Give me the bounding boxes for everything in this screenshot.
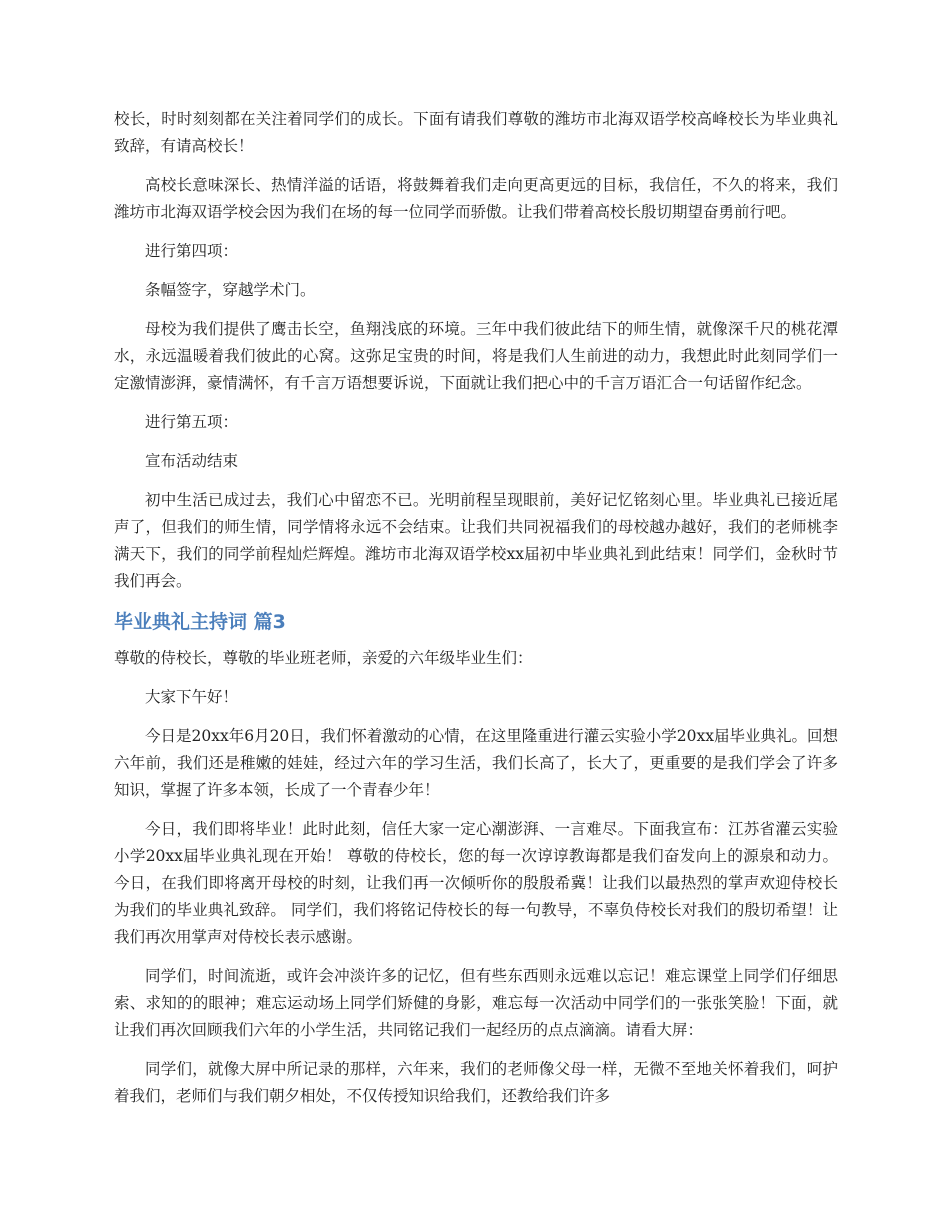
paragraph-banner-signing: 条幅签字，穿越学术门。 bbox=[145, 281, 316, 299]
paragraph-alma-mater: 母校为我们提供了鹰击长空，鱼翔浅底的环境。三年中我们彼此结下的师生情，就像深千尺的桃花潭水，永远温暖着我们彼此的心窝。这弥足宝贵的时间，将是我们人生前进的动力，我想此时此刻同学们一定激情澎湃，豪情满怀，有千言万语想要诉说，下面就让我们把心中的千言万语汇合一句话留作纪念。 bbox=[114, 320, 838, 392]
paragraph-salutation: 尊敬的侍校长，尊敬的毕业班老师，亲爱的六年级毕业生们： bbox=[114, 649, 533, 667]
paragraph-item-five: 进行第五项： bbox=[145, 413, 239, 431]
paragraph-date-opening: 今日是20xx年6月20日，我们怀着激动的心情，在这里隆重进行灌云实验小学20xx届毕业典礼。回想六年前，我们还是稚嫩的娃娃，经过六年的学习生活，我们长高了，长大了，更重要的是我们学会了许多知识，掌握了许多本领，长成了一个青春少年！ bbox=[114, 727, 838, 799]
paragraph-memories: 同学们，时间流逝，或许会冲淡许多的记忆，但有些东西则永远难以忘记！难忘课堂上同学们仔细思索、求知的的眼神；难忘运动场上同学们矫健的身影，难忘每一次活动中同学们的一张张笑脸！下面，就让我们再次回顾我们六年的小学生活，共同铭记我们一起经历的点点滴滴。请看大屏： bbox=[114, 967, 838, 1039]
paragraph-ceremony-start: 今日，我们即将毕业！此时此刻，信任大家一定心潮澎湃、一言难尽。下面我宣布：江苏省灌云实验小学20xx届毕业典礼现在开始！ 尊敬的侍校长，您的每一次谆谆教诲都是我们奋发向上的源泉和动力。今日，在我们即将离开母校的时刻，让我们再一次倾听你的殷殷希冀！让我们以最热烈的掌声欢迎侍校长为我们的毕业典礼致辞。 同学们，我们将铭记侍校长的每一句教导，不辜负侍校长对我们的殷切希望！让我们再次用掌声对侍校长表示感谢。 bbox=[114, 820, 838, 946]
paragraph-principal-intro: 校长，时时刻刻都在关注着同学们的成长。下面有请我们尊敬的潍坊市北海双语学校高峰校长为毕业典礼致辞，有请高校长！ bbox=[114, 110, 838, 155]
document-body bbox=[114, 106, 838, 1122]
paragraph-principal-speech-thanks: 高校长意味深长、热情洋溢的话语，将鼓舞着我们走向更高更远的目标，我信任，不久的将来，我们潍坊市北海双语学校会因为我们在场的每一位同学而骄傲。让我们带着高校长殷切期望奋勇前行吧。 bbox=[114, 176, 838, 221]
paragraph-teachers: 同学们，就像大屏中所记录的那样，六年来，我们的老师像父母一样，无微不至地关怀着我们，呵护着我们，老师们与我们朝夕相处，不仅传授知识给我们，还教给我们许多 bbox=[114, 1060, 838, 1105]
paragraph-greeting: 大家下午好！ bbox=[145, 688, 239, 706]
paragraph-item-four: 进行第四项： bbox=[145, 242, 239, 260]
paragraph-closing: 初中生活已成过去，我们心中留恋不已。光明前程呈现眼前，美好记忆铭刻心里。毕业典礼已接近尾声了，但我们的师生情，同学情将永远不会结束。让我们共同祝福我们的母校越办越好，我们的老师桃李满天下，我们的同学前程灿烂辉煌。潍坊市北海双语学校xx届初中毕业典礼到此结束！同学们，金秋时节我们再会。 bbox=[114, 491, 838, 590]
paragraph-announce-end: 宣布活动结束 bbox=[145, 452, 239, 470]
section-heading: 毕业典礼主持词 篇3 bbox=[114, 611, 286, 633]
